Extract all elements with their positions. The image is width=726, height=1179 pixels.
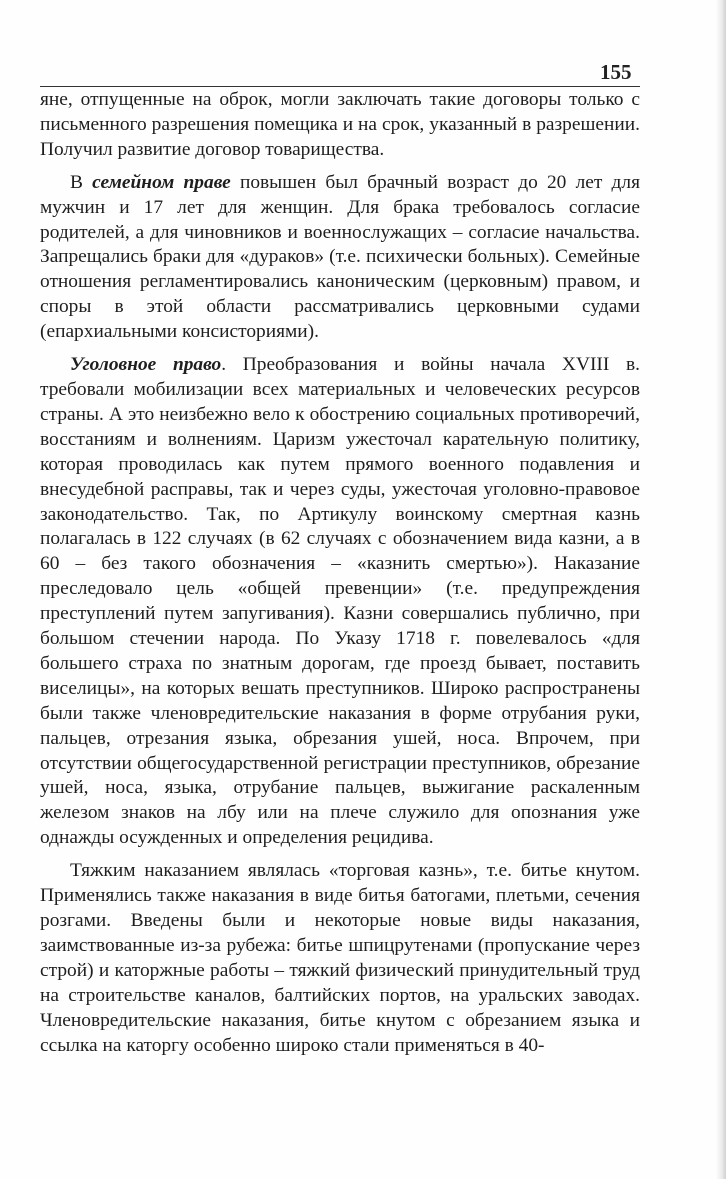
term-family-law: семейном праве: [92, 171, 231, 193]
page-number: 155: [600, 60, 632, 84]
paragraph-contracts: [40, 88, 640, 163]
paragraph-family-law-intro: В: [70, 171, 93, 193]
paragraph-criminal-law-text: . Преобразования и войны начала XVIII в. требовали мобилизации всех материальных и человеческих ресурсов страны. А это неизбежно вело к обострению социальных противоречий, восстаниям и волнениям. Царизм ужесточал карательную политику, которая проводилась как путем прямого военного подавления и внесудебной расправы, так и через суды, ужесточая уголовно-правовое законодательство. Так, по Артикулу воинскому смертная казнь полагалась в 122 случаях (в 62 случаях с обозначением вида казни, а в 60 – без такого обозначения – «казнить смертью»). Наказание преследовало цель «общей превенции» (т.е. предупреждения преступлений путем запугивания). Казни совершались публично, при большом стечении народа. По Указу 1718 г. повелевалось «для большего страха по знатным дорогам, где проезд бывает, поставить виселицы», на которых вешать преступников. Широко распространены были также членовредительские наказания в форме отрубания руки, пальцев, отрезания языка, обрезания ушей, носа. Впрочем, при отсутствии общегосударственной регистрации преступников, обрезание ушей, носа, языка, отрубание пальцев, выжигание раскаленным железом знаков на лбу или на плече служило для опознания уже однажды осужденных и определения рецидива.: [40, 354, 640, 849]
body-text: [40, 88, 640, 1058]
paragraph-contracts-text: яне, отпущенные на оброк, могли заключать такие договоры только с письменного разрешения помещика и на срок, указанный в разрешении. Получил развитие договор товарищества.: [40, 89, 640, 160]
paragraph-family-law-text: повышен был брачный возраст до 20 лет для мужчин и 17 лет для женщин. Для брака требовалось согласие родителей, а для чиновников и военнослужащих – согласие начальства. Запрещались браки для «дураков» (т.е. психически больных). Семейные отношения регламентировались каноническим (церковным) правом, и споры в этой области рассматривались церковными судами (епархиальными консисториями).: [40, 171, 640, 343]
paragraph-criminal-law: [40, 353, 640, 851]
header-rule: [40, 86, 640, 87]
paragraph-punishments: [40, 859, 640, 1058]
term-criminal-law: Уголовное право: [70, 354, 222, 376]
paragraph-punishments-text: Тяжким наказанием являлась «торговая казнь», т.е. битье кнутом. Применялись также наказания в виде битья батогами, плетьми, сечения розгами. Введены были и некоторые новые виды наказания, заимствованные из-за рубежа: битье шпицрутенами (пропускание через строй) и каторжные работы – тяжкий физический принудительный труд на строительстве каналов, балтийских портов, на уральских заводах. Членовредительские наказания, битье кнутом с обрезанием языка и ссылка на каторгу особенно широко стали применяться в 40-: [40, 860, 640, 1056]
paragraph-family-law: [40, 171, 640, 345]
page-edge-shadow: [716, 0, 726, 1179]
